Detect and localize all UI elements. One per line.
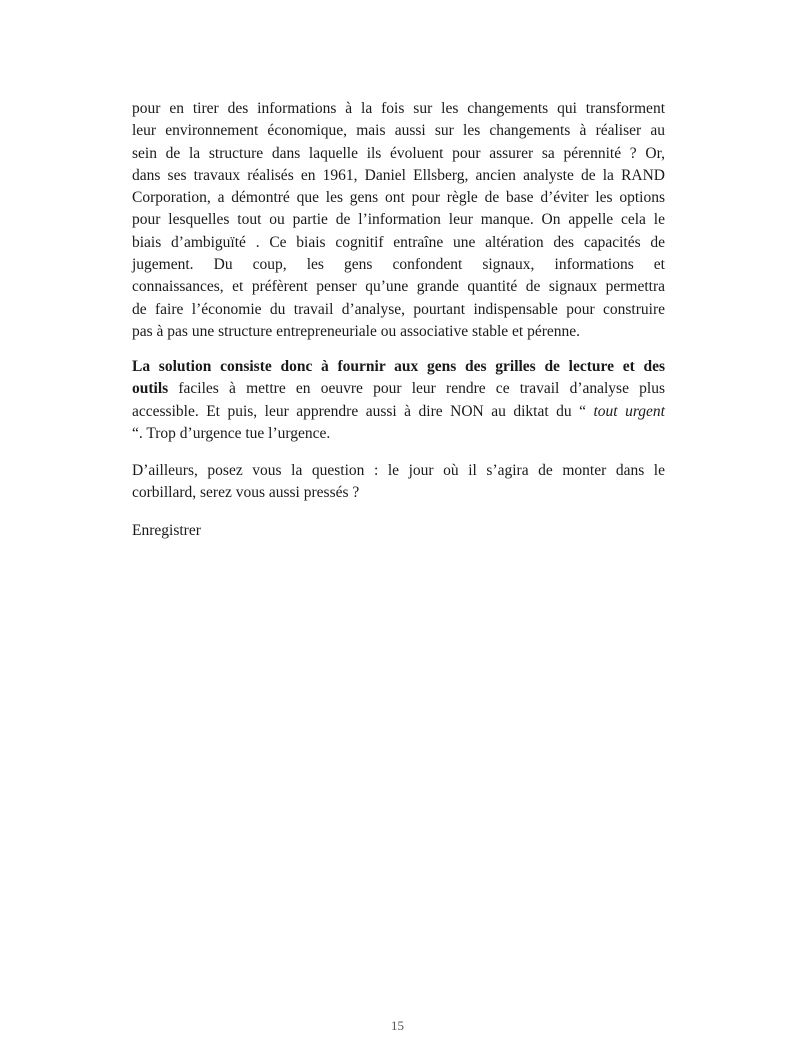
text-line: connaissances, et préfèrent penser qu’une grande quantité de signaux permettra — [132, 278, 665, 296]
text-line: Corporation, a démontré que les gens ont pour règle de base d’éviter les options — [132, 189, 665, 207]
text-segment: faciles à mettre en oeuvre pour leur rendre ce travail d’analyse plus — [168, 380, 665, 398]
text-line: dans ses travaux réalisés en 1961, Daniel Ellsberg, ancien analyste de la RAND — [132, 166, 665, 184]
text-line: “. Trop d’urgence tue l’urgence. — [132, 424, 331, 442]
paragraph-enregistrer — [132, 520, 665, 542]
text-line: sein de la structure dans laquelle ils évoluent pour assurer sa pérennité ? Or, — [132, 144, 665, 162]
text-line: pas à pas une structure entrepreneuriale ou associative stable et pérenne. — [132, 322, 581, 340]
text-line: pour lesquelles tout ou partie de l’information leur manque. On appelle cela le — [132, 211, 665, 229]
text-line: leur environnement économique, mais aussi sur les changements à réaliser au — [132, 122, 665, 140]
italic-text: tout urgent — [593, 402, 665, 420]
text-line — [132, 401, 665, 423]
text-line: corbillard, serez vous aussi pressés ? — [132, 484, 360, 502]
text-line: de faire l’économie du travail d’analyse, pourtant indispensable pour construire — [132, 300, 665, 318]
text-segment: accessible. Et puis, leur apprendre aussi à dire NON au diktat du “ — [132, 402, 594, 420]
paragraph-question — [132, 460, 665, 505]
text-line: Enregistrer — [132, 522, 201, 539]
text-line: jugement. Du coup, les gens confondent signaux, informations et — [132, 256, 665, 274]
paragraph-ellsberg — [132, 98, 665, 343]
text-line — [132, 378, 665, 400]
paragraph-solution — [132, 356, 665, 445]
bold-text: outils — [132, 380, 169, 398]
page-number: 15 — [391, 1018, 404, 1033]
bold-text-line: La solution consiste donc à fournir aux gens des grilles de lecture et des — [132, 358, 665, 375]
text-line: pour en tirer des informations à la fois sur les changements qui transforment — [132, 100, 665, 117]
text-line: biais d’ambiguïté . Ce biais cognitif entraîne une altération des capacités de — [132, 233, 665, 251]
text-line: D’ailleurs, posez vous la question : le jour où il s’agira de monter dans le — [132, 462, 665, 479]
